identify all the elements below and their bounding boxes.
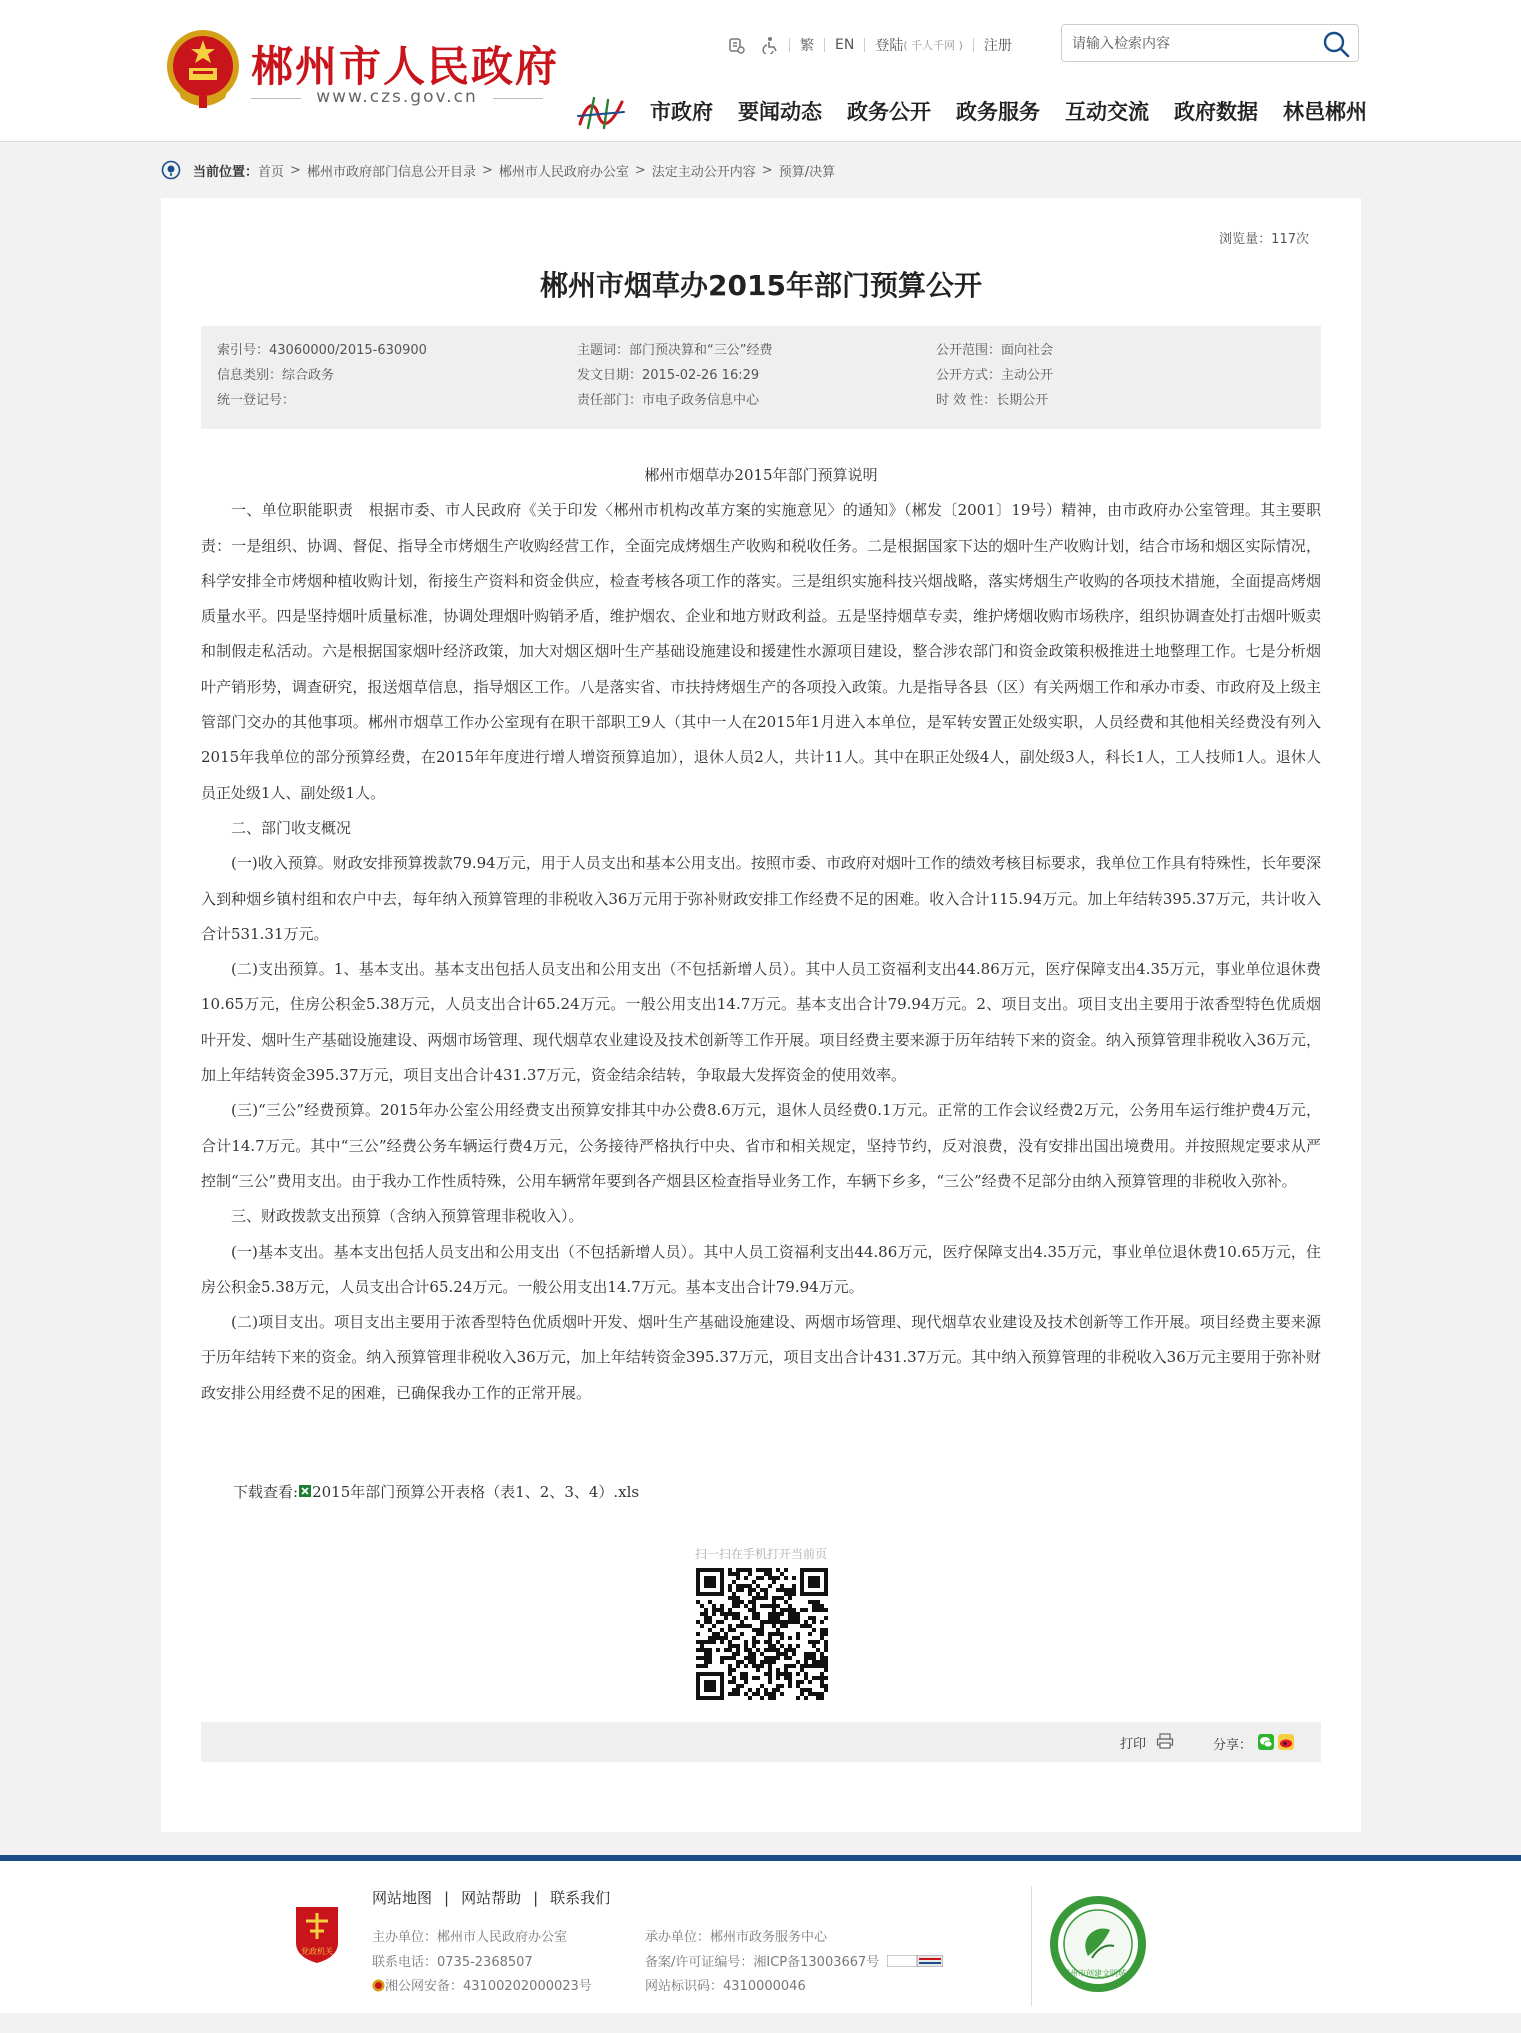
breadcrumb-separator: > bbox=[761, 162, 773, 178]
nav-item-interaction[interactable]: 互动交流 bbox=[1065, 100, 1149, 124]
printer-icon[interactable] bbox=[1156, 1732, 1174, 1750]
divider bbox=[824, 38, 825, 52]
login-link[interactable]: 登陆 bbox=[875, 38, 904, 54]
english-link[interactable]: EN bbox=[835, 37, 855, 53]
breadcrumb-statutory-content[interactable]: 法定主动公开内容 bbox=[651, 164, 756, 180]
paragraph: 三、财政拨款支出预算（含纳入预算管理非税收入）。 bbox=[231, 1207, 584, 1226]
breadcrumb-office[interactable]: 郴州市人民政府办公室 bbox=[498, 164, 629, 180]
emblem-text: 党政机关 bbox=[301, 1947, 333, 1956]
site-title[interactable]: 郴州市人民政府 bbox=[251, 42, 560, 91]
nav-item-city-government[interactable]: 市政府 bbox=[650, 100, 713, 124]
civilized-city-badge[interactable] bbox=[1048, 1894, 1148, 1994]
weibo-icon[interactable] bbox=[1278, 1734, 1294, 1750]
meta-scope: 公开范围：面向社会 bbox=[936, 343, 1054, 358]
download-row bbox=[233, 1481, 639, 1502]
meta-method: 公开方式：主动公开 bbox=[936, 368, 1054, 383]
divider: | bbox=[444, 1889, 450, 1907]
accessibility-icon[interactable] bbox=[727, 36, 745, 54]
meta-dept: 责任部门：市电子政务信息中心 bbox=[577, 393, 760, 408]
search-icon[interactable] bbox=[1322, 30, 1350, 58]
breadcrumb-separator: > bbox=[481, 162, 493, 178]
breadcrumb bbox=[161, 159, 835, 181]
divider bbox=[973, 38, 974, 52]
paragraph: (二)项目支出。项目支出主要用于浓香型特色优质烟叶开发、烟叶生产基础设施建设、两烟市场管理、现代烟草农业建设及技术创新等工作开展。项目经费主要来源于历年结转下来的资金。纳入预算管理非税收入36万元，加上年结转资金395.37万元，项目支出合计431.37万元。其中纳入预算管理的非税收入36万元主要用于弥补财政安排公用经费不足的困难，已确保我办工作的正常开展。 bbox=[201, 1313, 1321, 1402]
download-file-link[interactable]: 2015年部门预算公开表格（表1、2、3、4）.xls bbox=[312, 1483, 640, 1501]
paragraph: 一、单位职能职责 根据市委、市人民政府《关于印发〈郴州市机构改革方案的实施意见〉的通知》（郴发〔2001〕19号）精神，由市政府办公室管理。其主要职责：一是组织、协调、督促、指导全市烤烟生产收购经营工作，全面完成烤烟生产收购和税收任务。二是根据国家下达的烟叶生产收购计划，结合市场和烟区实际情况，科学安排全市烤烟种植收购计划，衔接生产资料和资金供应，检查考核各项工作的落实。三是组织实施科技兴烟战略，落实烤烟生产收购的各项技术措施，全面提高烤烟质量水平。四是坚持烟叶质量标准，协调处理烟叶购销矛盾，维护烟农、企业和地方财政利益。五是坚持烟草专卖，维护烤烟收购市场秩序，组织协调查处打击烟叶贩卖和制假走私活动。六是根据国家烟叶经济政策，加大对烟区烟叶生产基础设施建设和援建性水源项目建设，整合涉农部门和资金政策积极推进土地整理工作。七是分析烟叶产销形势，调查研究，报送烟草信息，指导烟区工作。八是落实省、市扶持烤烟生产的各项投入政策。九是指导各县（区）有关两烟工作和承办市委、市政府及上级主管部门交办的其他事项。郴州市烟草工作办公室现有在职干部职工9人（其中一人在2015年1月进入本单位，是军转安置正处级实职，人员经费和其他相关经费没有列入2015年我单位的部分预算经费，在2015年年度进行增人增资预算追加），退休人员2人，共计11人。其中在职正处级4人，副处级3人，科长1人，工人技师1人。退休人员正处级1人、副处级1人。 bbox=[201, 501, 1321, 802]
breadcrumb-separator: > bbox=[290, 162, 301, 178]
meta-date: 发文日期：2015-02-26 16:29 bbox=[577, 368, 760, 383]
breadcrumb-info-catalog[interactable]: 郴州市政府部门信息公开目录 bbox=[306, 164, 476, 180]
national-emblem-icon[interactable] bbox=[163, 26, 243, 112]
calligraphy-logo-icon bbox=[576, 94, 626, 132]
download-label: 下载查看: bbox=[233, 1483, 299, 1501]
breadcrumb-home[interactable]: 首页 bbox=[258, 164, 285, 180]
site-footer bbox=[0, 1855, 1521, 2019]
article-title: 郴州市烟草办2015年部门预算公开 bbox=[540, 269, 982, 302]
footer-host: 承办单位：郴州市政务服务中心 bbox=[645, 1930, 828, 1945]
footer-sponsor: 主办单位：郴州市人民政府办公室 bbox=[372, 1930, 568, 1945]
location-pin-icon bbox=[161, 160, 181, 180]
register-link[interactable]: 注册 bbox=[983, 38, 1012, 54]
breadcrumb-budget[interactable]: 预算/决算 bbox=[778, 164, 836, 180]
site-url: www.czs.gov.cn bbox=[251, 87, 543, 107]
share-label: 分享： bbox=[1213, 1738, 1253, 1753]
search-box bbox=[1061, 24, 1359, 62]
meta-category: 信息类别：综合政务 bbox=[217, 368, 335, 383]
meta-keywords: 主题词：部门预决算和“三公”经费 bbox=[577, 343, 773, 358]
article-body bbox=[201, 458, 1321, 1411]
nav-item-linyi-chenzhou[interactable]: 林邑郴州 bbox=[1283, 100, 1367, 124]
article-meta bbox=[201, 326, 1321, 429]
main-nav bbox=[650, 96, 1367, 126]
cnzz-stats-icon[interactable] bbox=[887, 1955, 943, 1967]
meta-index-no: 索引号：43060000/2015-630900 bbox=[217, 343, 427, 358]
divider bbox=[789, 38, 790, 52]
footer-link-help[interactable]: 网站帮助 bbox=[461, 1889, 522, 1907]
meta-reg-no: 统一登记号： bbox=[217, 393, 296, 408]
view-count: 浏览量：117次 bbox=[1219, 232, 1309, 247]
paragraph: (二)支出预算。1、基本支出。基本支出包括人员支出和公用支出（不包括新增人员）。其中人员工资福利支出44.86万元，医疗保障支出4.35万元，事业单位退休费10.65万元，住房公积金5.38万元，人员支出合计65.24万元。一般公用支出14.7万元。基本支出合计79.94万元。2、项目支出。项目支出主要用于浓香型特色优质烟叶开发、烟叶生产基础设施建设、两烟市场管理、现代烟草农业建设及技术创新等工作开展。项目经费主要来源于历年结转下来的资金。纳入预算管理非税收入36万元，加上年结转资金395.37万元，项目支出合计431.37万元，资金结余结转，争取最大发挥资金的使用效率。 bbox=[201, 960, 1321, 1085]
paragraph: (一)收入预算。财政安排预算拨款79.94万元，用于人员支出和基本公用支出。按照市委、市政府对烟叶工作的绩效考核目标要求，我单位工作具有特殊性，长年要深入到种烟乡镇村组和农户中去，每年纳入预算管理的非税收入36万元用于弥补财政安排工作经费不足的困难。收入合计115.94万元。加上年结转395.37万元，共计收入合计531.31万元。 bbox=[201, 854, 1321, 943]
meta-validity: 时 效 性：长期公开 bbox=[936, 393, 1049, 408]
qr-label: 扫一扫在手机打开当前页 bbox=[694, 1547, 827, 1561]
article-card bbox=[161, 198, 1361, 1832]
party-gov-org-emblem[interactable] bbox=[290, 1903, 344, 1965]
wechat-icon[interactable] bbox=[1258, 1734, 1274, 1750]
footer-links bbox=[372, 1887, 610, 1908]
print-link[interactable]: 打印 bbox=[1120, 1737, 1147, 1752]
footer-police-text[interactable]: 湘公网安备：43100202000023号 bbox=[385, 1979, 592, 1994]
search-input[interactable] bbox=[1070, 31, 1314, 57]
nav-item-news[interactable]: 要闻动态 bbox=[738, 100, 822, 124]
article-heading: 郴州市烟草办2015年部门预算说明 bbox=[644, 466, 878, 484]
excel-file-icon bbox=[298, 1484, 312, 1498]
nav-item-gov-affairs-public[interactable]: 政务公开 bbox=[847, 100, 931, 124]
nav-item-gov-data[interactable]: 政府数据 bbox=[1174, 100, 1258, 124]
login-note: ( 千人千网 ) bbox=[903, 39, 963, 52]
footer-link-sitemap[interactable]: 网站地图 bbox=[372, 1889, 433, 1907]
footer-icp-text[interactable]: 备案/许可证编号：湘ICP备13003667号 bbox=[645, 1955, 880, 1970]
traditional-chinese-link[interactable]: 繁 bbox=[800, 38, 814, 54]
divider: | bbox=[533, 1889, 539, 1907]
paragraph: 二、部门收支概况 bbox=[231, 818, 352, 837]
footer-phone: 联系电话：0735-2368507 bbox=[372, 1955, 533, 1970]
site-header bbox=[0, 0, 1521, 142]
police-badge-icon bbox=[372, 1979, 385, 1992]
footer-site-code: 网站标识码：4310000046 bbox=[645, 1979, 806, 1994]
footer-icp-record bbox=[645, 1951, 943, 1970]
footer-divider bbox=[1031, 1886, 1032, 2006]
footer-police-record bbox=[372, 1975, 592, 1994]
footer-link-contact[interactable]: 联系我们 bbox=[550, 1889, 611, 1907]
top-links bbox=[727, 34, 1012, 56]
paragraph: (一)基本支出。基本支出包括人员支出和公用支出（不包括新增人员）。其中人员工资福利支出44.86万元，医疗保障支出4.35万元，事业单位退休费10.65万元，住房公积金5.38万元，人员支出合计65.24万元。一般公用支出14.7万元。基本支出合计79.94万元。 bbox=[201, 1242, 1321, 1296]
wheelchair-icon[interactable] bbox=[761, 36, 779, 54]
badge-text: 郴州市创建文明城市 bbox=[1062, 1969, 1134, 1978]
divider bbox=[864, 38, 865, 52]
footer-bottom-strip bbox=[0, 2013, 1521, 2033]
breadcrumb-separator: > bbox=[634, 162, 646, 178]
share-bar bbox=[201, 1722, 1321, 1762]
paragraph: (三)“三公”经费预算。2015年办公室公用经费支出预算安排其中办公费8.6万元，退休人员经费0.1万元。正常的工作会议经费2万元，公务用车运行维护费4万元，合计14.7万元。其中“三公”经费公务车辆运行费4万元，公务接待严格执行中央、省市和相关规定，坚持节约，反对浪费，没有安排出国出境费用。并按照规定要求从严控制“三公”费用支出。由于我办工作性质特殊，公用车辆常年要到各产烟县区检查指导业务工作，车辆下乡多，“三公”经费不足部分由纳入预算管理的非税收入弥补。 bbox=[201, 1101, 1321, 1190]
breadcrumb-label: 当前位置： bbox=[193, 164, 259, 180]
qr-code-icon bbox=[696, 1568, 828, 1700]
nav-item-gov-services[interactable]: 政务服务 bbox=[956, 100, 1040, 124]
